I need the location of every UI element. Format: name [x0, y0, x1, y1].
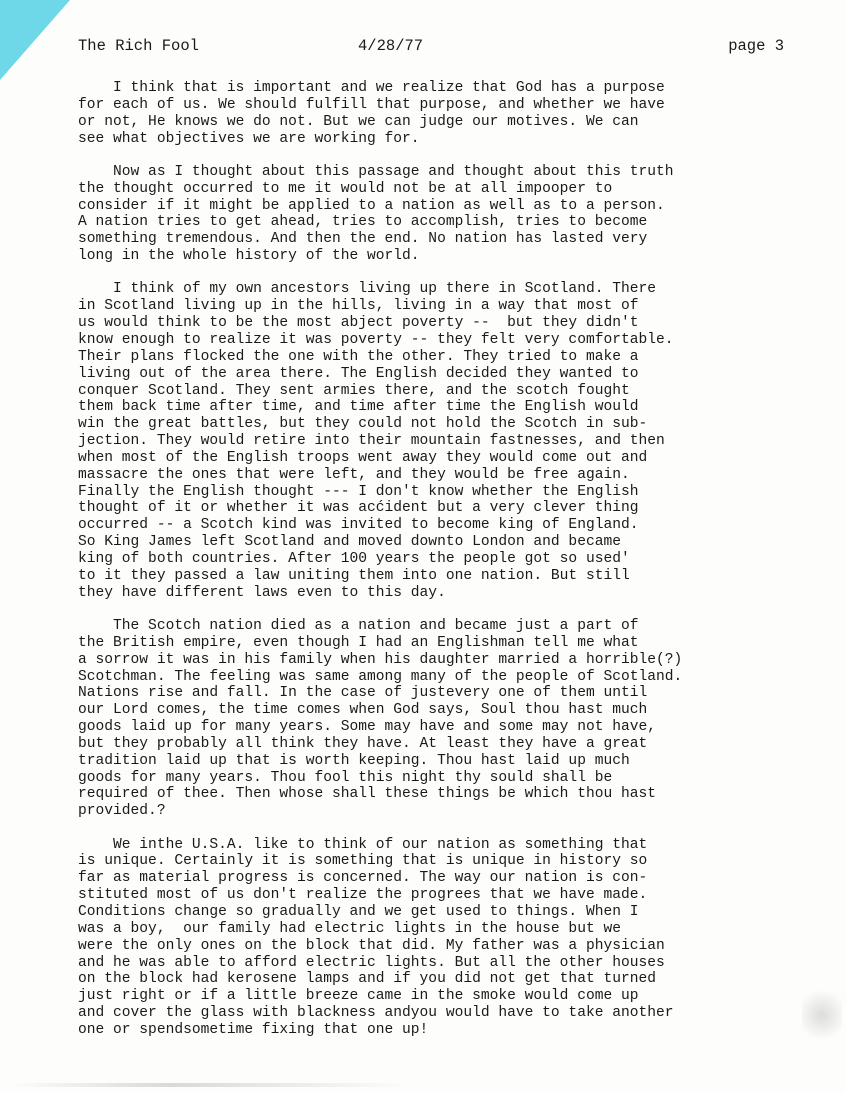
text-line: Now as I thought about this passage and thought about this truth: [78, 163, 674, 180]
text-line: to it they passed a law uniting them into one nation. But still: [78, 567, 630, 584]
text-line: us would think to be the most abject poverty -- but they didn't: [78, 315, 639, 332]
text-line: king of both countries. After 100 years the people got so used': [78, 550, 630, 567]
page-header: [78, 36, 784, 56]
text-line: We inthe U.S.A. like to think of our nation as something that: [78, 836, 648, 853]
text-line: consider if it might be applied to a nation as well as to a person.: [78, 197, 665, 214]
paragraph: [78, 618, 798, 820]
scan-edge: [10, 1083, 410, 1087]
text-line: when most of the English troops went away they would come out and: [78, 449, 648, 466]
text-line: long in the whole history of the world.: [78, 248, 420, 265]
document-date: 4/28/77: [358, 37, 424, 55]
paragraph: [78, 80, 798, 147]
text-line: just right or if a little breeze came in the smoke would come up: [78, 988, 639, 1005]
text-line: thought of it or whether it was acćident but a very clever thing: [78, 500, 639, 517]
text-line: So King James left Scotland and moved downto London and became: [78, 534, 621, 551]
text-line: they have different laws even to this day.: [78, 584, 446, 601]
text-line: is unique. Certainly it is something that is unique in history so: [78, 853, 648, 870]
text-line: and he was able to afford electric lights. But all the other houses: [78, 954, 665, 971]
text-line: stituted most of us don't realize the progrees that we have made.: [78, 887, 648, 904]
text-line: or not, He knows we do not. But we can judge our motives. We can: [78, 113, 639, 130]
text-line: I think of my own ancestors living up there in Scotland. There: [78, 281, 657, 298]
text-line: jection. They would retire into their mountain fastnesses, and then: [78, 433, 665, 450]
text-line: one or spendsometime fixing that one up!: [78, 1021, 429, 1038]
text-line: goods laid up for many years. Some may have and some may not have,: [78, 719, 657, 736]
text-line: I think that is important and we realize that God has a purpose: [78, 80, 665, 96]
text-line: something tremendous. And then the end. No nation has lasted very: [78, 231, 648, 248]
text-line: was a boy, our family had electric lights in the house but we: [78, 920, 621, 937]
text-line: for each of us. We should fulfill that purpose, and whether we have: [78, 96, 665, 113]
text-line: them back time after time, and time after time the English would: [78, 399, 639, 416]
text-line: win the great battles, but they could not hold the Scotch in sub-: [78, 416, 648, 433]
text-line: our Lord comes, the time comes when God says, Soul thou hast much: [78, 702, 648, 719]
text-line: on the block had kerosene lamps and if you did not get that turned: [78, 971, 657, 988]
paragraph: [78, 281, 798, 601]
text-line: goods for many years. Thou fool this night thy sould shall be: [78, 769, 613, 786]
scan-smudge: [802, 985, 842, 1045]
text-line: and cover the glass with blackness andyou would have to take another: [78, 1005, 674, 1022]
text-line: the thought occurred to me it would not be at all impooper to: [78, 180, 613, 197]
text-line: provided.?: [78, 803, 166, 820]
paragraph: [78, 164, 798, 265]
text-line: Nations rise and fall. In the case of justevery one of them until: [78, 685, 648, 702]
text-line: Finally the English thought --- I don't know whether the English: [78, 483, 639, 500]
text-line: Scotchman. The feeling was same among many of the people of Scotland.: [78, 668, 683, 685]
document-title: The Rich Fool: [78, 37, 199, 55]
text-line: conquer Scotland. They sent armies there, and the scotch fought: [78, 382, 630, 399]
text-line: occurred -- a Scotch kind was invited to become king of England.: [78, 517, 639, 534]
text-line: know enough to realize it was poverty -- they felt very comfortable.: [78, 331, 674, 348]
text-line: living out of the area there. The English decided they wanted to: [78, 365, 639, 382]
page-number: page 3: [728, 37, 784, 55]
text-line: far as material progress is concerned. The way our nation is con-: [78, 870, 648, 887]
text-line: tradition laid up that is worth keeping. Thou hast laid up much: [78, 752, 630, 769]
text-line: in Scotland living up in the hills, living in a way that most of: [78, 298, 639, 315]
text-line: but they probably all think they have. At least they have a great: [78, 735, 648, 752]
text-line: required of thee. Then whose shall these things be which thou hast: [78, 786, 657, 803]
text-line: Their plans flocked the one with the other. They tried to make a: [78, 348, 639, 365]
text-line: the British empire, even though I had an Englishman tell me what: [78, 634, 639, 651]
text-line: see what objectives we are working for.: [78, 130, 420, 147]
document-body: [78, 80, 798, 1055]
text-line: a sorrow it was in his family when his daughter married a horrible(?): [78, 651, 683, 668]
text-line: Conditions change so gradually and we get used to things. When I: [78, 903, 639, 920]
text-line: A nation tries to get ahead, tries to accomplish, tries to become: [78, 214, 648, 231]
text-line: were the only ones on the block that did. My father was a physician: [78, 937, 665, 954]
corner-color-mark: [0, 0, 70, 80]
text-line: The Scotch nation died as a nation and became just a part of: [78, 617, 639, 634]
paragraph: [78, 837, 798, 1039]
text-line: massacre the ones that were left, and they would be free again.: [78, 466, 630, 483]
